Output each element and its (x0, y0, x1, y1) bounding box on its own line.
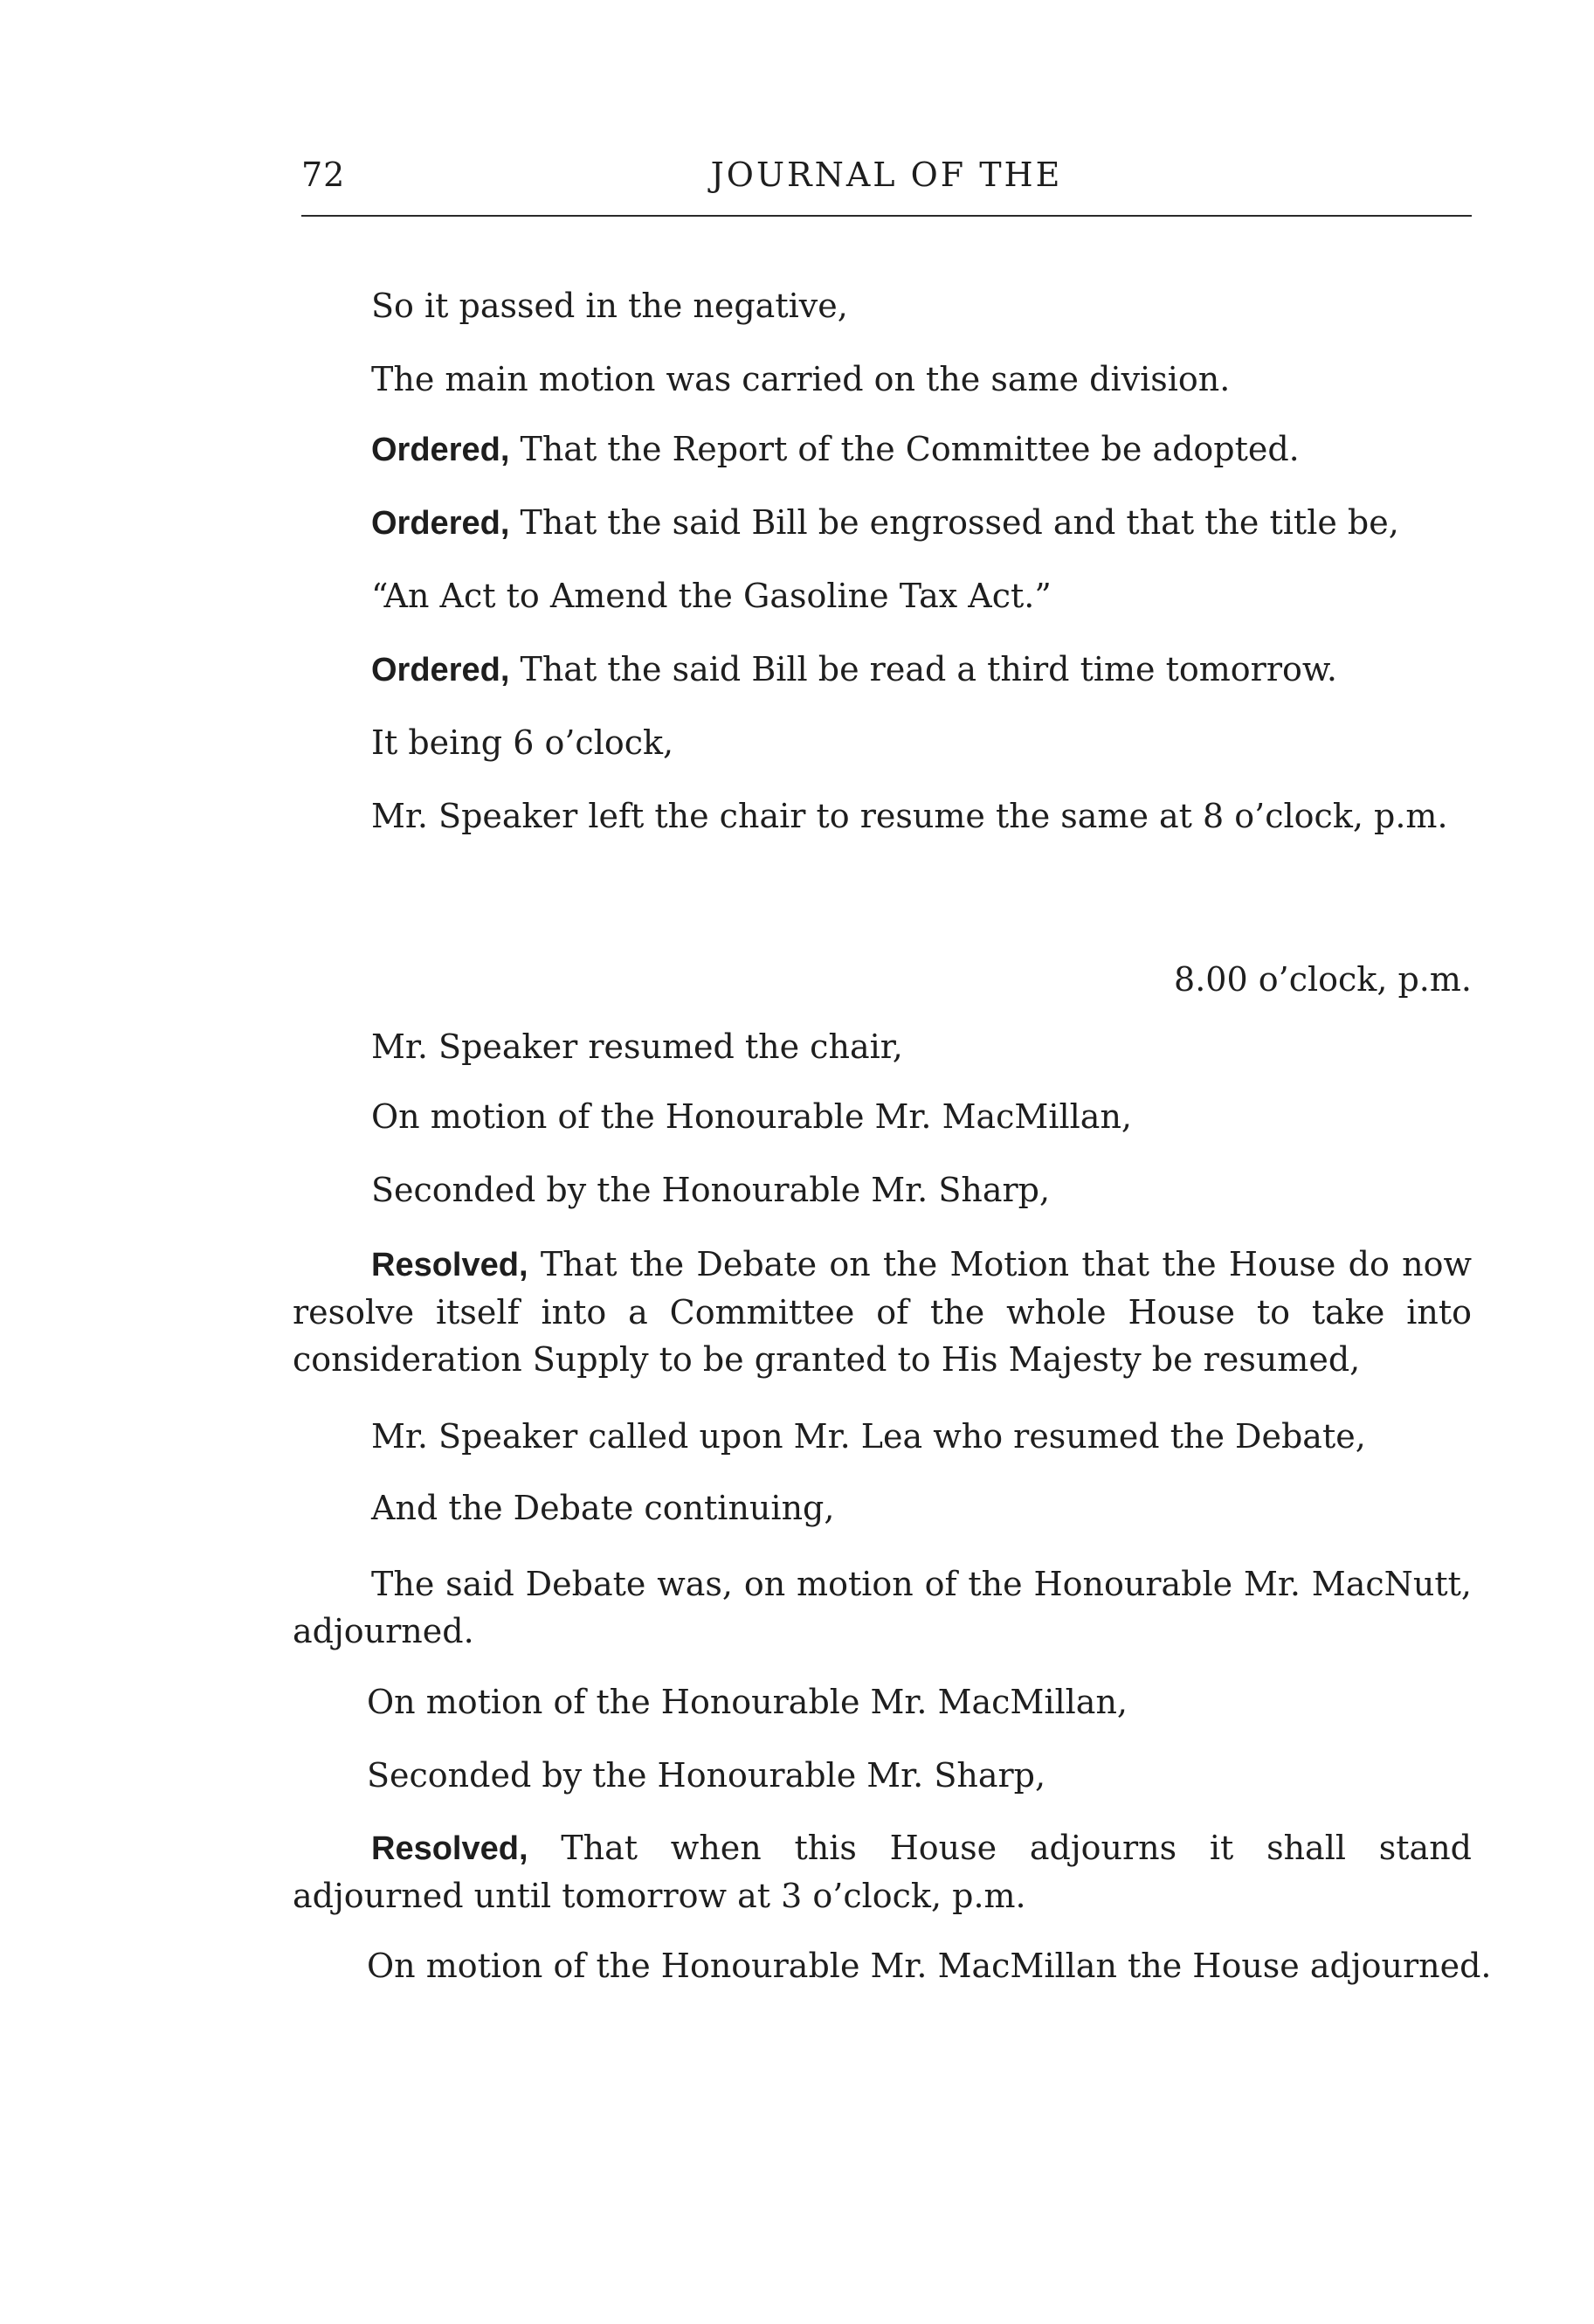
debate-paragraph: The said Debate was, on motion of the Honourable Mr. MacNutt, adjourned. (293, 1565, 1472, 1650)
order-line (371, 647, 1337, 693)
text-line: Seconded by the Honourable Mr. Sharp, (371, 1171, 1051, 1209)
text-line: Mr. Speaker left the chair to resume the same at 8 o’clock, p.m. (371, 797, 1448, 835)
running-header (301, 156, 1472, 208)
order-text: That the said Bill be engrossed and that the title be, (509, 503, 1399, 542)
resolution-text: That when this House adjourns it shall stand adjourned until tomorrow at 3 o’clock, p.m. (293, 1829, 1472, 1915)
resolution-paragraph (293, 1241, 1472, 1383)
running-title: JOURNAL OF THE (710, 156, 1063, 194)
resolution-text: That the Debate on the Motion that the House do now resolve itself into a Committee of the whole House to take into consideration Supply to be granted to His Majesty be resumed, (293, 1245, 1472, 1379)
resolved-label: Resolved, (371, 1247, 528, 1283)
page-number: 72 (301, 156, 346, 194)
text-line: Mr. Speaker called upon Mr. Lea who resumed the Debate, (371, 1417, 1366, 1456)
text-line: Seconded by the Honourable Mr. Sharp, (367, 1756, 1046, 1795)
order-text: That the said Bill be read a third time tomorrow. (509, 650, 1337, 688)
text-line: On motion of the Honourable Mr. MacMillan the House adjourned. (367, 1947, 1492, 1985)
order-line (371, 426, 1300, 473)
text-line: The main motion was carried on the same division. (371, 360, 1231, 398)
ordered-label: Ordered, (371, 652, 510, 688)
text-line: So it passed in the negative, (371, 287, 848, 325)
resolution-paragraph (293, 1824, 1472, 1919)
order-line (371, 500, 1399, 546)
text-line: Mr. Speaker resumed the chair, (371, 1027, 903, 1066)
text-line: On motion of the Honourable Mr. MacMillan, (371, 1097, 1132, 1136)
time-stamp: 8.00 o’clock, p.m. (1174, 960, 1472, 999)
text-line: It being 6 o’clock, (371, 723, 674, 762)
text-line: On motion of the Honourable Mr. MacMillan, (367, 1683, 1128, 1721)
ordered-label: Ordered, (371, 505, 510, 542)
bill-title: “An Act to Amend the Gasoline Tax Act.” (371, 577, 1052, 615)
resolved-label: Resolved, (371, 1830, 528, 1867)
text-line: And the Debate continuing, (371, 1489, 835, 1527)
ordered-label: Ordered, (371, 432, 510, 468)
order-text: That the Report of the Committee be adopted. (509, 430, 1300, 468)
header-rule (301, 215, 1472, 217)
